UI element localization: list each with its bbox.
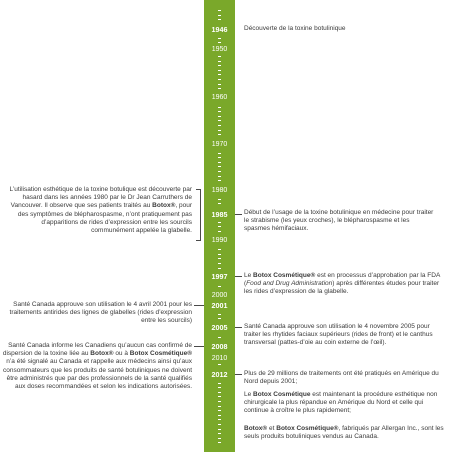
event-2012-post: est maintenant la procédure esthétique non chirurgicale la plus répandue en Amérique du Nord et celle qui continue à croître le plus rapidement; xyxy=(244,391,438,415)
event-2012-brand-botox: Botox® xyxy=(244,425,268,432)
timeline-tick xyxy=(218,74,221,75)
timeline-tick xyxy=(218,392,221,393)
event-1985-medical: Début de l’usage de la toxine botulinique en médecine pour traiter le strabisme (les yeux croches), le blépharospasme et les spasmes hémifaciaux. xyxy=(244,209,434,233)
event-1985-aesthetic xyxy=(2,186,192,235)
event-1985-aesthetic-text: L’utilisation esthétique de la toxine botulique est découverte par hasard dans les années 1980 par le Dr Jean Carruthers de Vancouver. Il observe que ses patients traités au xyxy=(9,186,192,210)
year-1990: 1990 xyxy=(211,237,228,244)
timeline-tick xyxy=(218,318,221,319)
event-2012-products xyxy=(244,425,449,441)
timeline-tick xyxy=(218,130,221,131)
timeline-tick xyxy=(218,79,221,80)
timeline-tick xyxy=(218,153,221,154)
event-2005: Santé Canada approuve son utilisation le 4 novembre 2005 pour traiter les rhytides faciaux supérieurs (rides de front) et le canthus transversal (pattes-d’oie au coin externe de l’œil). xyxy=(244,323,433,347)
event-1997-post: ) après différentes études pour traiter les rides d’expression de la glabelle. xyxy=(244,280,440,296)
year-1980: 1980 xyxy=(211,187,228,194)
timeline-tick xyxy=(218,38,221,39)
year-2001: 2001 xyxy=(211,301,228,310)
timeline-tick xyxy=(218,84,221,85)
event-1946: Découverte de la toxine botulinique xyxy=(244,25,346,32)
event-2012-brand-cosmetique: Botox Cosmétique® xyxy=(276,425,339,432)
event-2008-post: n’a été signalé au Canada et rappelle aux médecins ainsi qu’aux consommateurs que les produits de santé botuliniques ne doivent être administrés que par des professionnels de la santé qualifiés aux doses recommandées et selon les indications autorisées. xyxy=(3,358,192,391)
timeline-tick xyxy=(218,10,221,11)
timeline-tick xyxy=(218,107,221,108)
timeline-tick xyxy=(218,171,221,172)
timeline-tick xyxy=(218,364,221,365)
timeline-tick xyxy=(218,419,221,420)
timeline-tick xyxy=(218,231,221,232)
event-2008-pre: Santé Canada informe les Canadiens qu’aucun cas confirmé de dispersion de la toxine liée au xyxy=(2,342,192,358)
year-1970: 1970 xyxy=(211,141,228,148)
timeline-tick xyxy=(218,337,221,338)
event-2012-treatments: Plus de 29 millions de traitements ont été pratiqués en Amérique du Nord depuis 2001; xyxy=(244,370,439,386)
bracket-1980-1990 xyxy=(196,189,201,241)
event-1997-brand: Botox Cosmétique® xyxy=(253,272,316,279)
timeline-tick xyxy=(218,254,221,255)
event-2012-brand: Botox Cosmétique xyxy=(253,391,311,398)
event-2012-procedure xyxy=(244,391,449,416)
timeline-tick xyxy=(218,258,221,259)
year-2008: 2008 xyxy=(211,342,228,351)
event-2001: Santé Canada approuve son utilisation le 4 avril 2001 pour les traitements antirides des lignes de glabelles (rides d’expression entre les sourcils) xyxy=(9,301,192,325)
timeline-tick xyxy=(218,406,221,407)
timeline-tick xyxy=(218,116,221,117)
timeline-tick xyxy=(218,263,221,264)
timeline-tick xyxy=(218,424,221,425)
connector-2005 xyxy=(235,327,242,328)
connector-1985-right xyxy=(235,214,242,215)
year-2010: 2010 xyxy=(211,355,228,362)
timeline-tick xyxy=(218,438,221,439)
year-2005: 2005 xyxy=(211,323,228,332)
year-1946: 1946 xyxy=(211,25,228,34)
timeline-tick xyxy=(218,42,221,43)
timeline-tick xyxy=(218,314,221,315)
event-1997 xyxy=(244,272,444,297)
timeline-tick xyxy=(218,401,221,402)
event-1985-brand: Botox® xyxy=(152,202,176,210)
timeline-tick xyxy=(218,286,221,287)
timeline-tick xyxy=(218,442,221,443)
timeline-tick xyxy=(218,134,221,135)
connector-2008 xyxy=(194,346,204,347)
timeline-tick xyxy=(218,226,221,227)
year-1960: 1960 xyxy=(211,94,228,101)
connector-2012 xyxy=(235,374,242,375)
timeline-tick xyxy=(218,410,221,411)
timeline-tick xyxy=(218,70,221,71)
timeline-tick xyxy=(218,387,221,388)
year-1985: 1985 xyxy=(211,210,228,219)
timeline-tick xyxy=(218,383,221,384)
timeline-tick xyxy=(218,111,221,112)
connector-1997 xyxy=(235,276,242,277)
event-2012-pre: Le xyxy=(244,391,252,398)
timeline-tick xyxy=(218,120,221,121)
event-2008 xyxy=(2,342,192,391)
timeline-tick xyxy=(218,15,221,16)
timeline-tick xyxy=(218,433,221,434)
year-2012: 2012 xyxy=(211,370,228,379)
connector-2001 xyxy=(194,305,204,306)
year-1950: 1950 xyxy=(211,46,228,53)
event-1997-pre: Le xyxy=(244,272,252,279)
year-1997: 1997 xyxy=(211,272,228,281)
timeline-tick xyxy=(218,268,221,269)
event-2008-brand-cosmetique: Botox Cosmétique® xyxy=(129,350,192,358)
event-1985-aesthetic-post: , pour des symptômes de blépharospasme, n’ont pratiquement pas d’apparitions de rides d’expression entre les sourcils communément appelée la glabelle. xyxy=(17,202,192,235)
timeline-tick xyxy=(218,203,221,204)
timeline-tick xyxy=(218,222,221,223)
event-2008-mid: ou à xyxy=(115,350,128,358)
timeline-tick xyxy=(218,19,221,20)
timeline-tick xyxy=(218,125,221,126)
event-2012-products-post: , fabriqués par Allergan Inc., sont les seuls produits botuliniques vendus au Canada. xyxy=(244,425,444,441)
timeline-tick xyxy=(218,56,221,57)
event-2012-and: et xyxy=(269,425,275,432)
timeline-tick xyxy=(218,429,221,430)
timeline-tick xyxy=(218,180,221,181)
timeline-tick xyxy=(218,157,221,158)
timeline-tick xyxy=(218,166,221,167)
timeline-tick xyxy=(218,249,221,250)
timeline-tick xyxy=(218,396,221,397)
event-1997-mid: est en processus d’approbation par la FDA ( xyxy=(244,272,440,288)
timeline-tick xyxy=(218,162,221,163)
timeline-tick xyxy=(218,61,221,62)
timeline-tick xyxy=(218,415,221,416)
event-1997-fda: Food and Drug Administration xyxy=(246,280,333,288)
year-2000: 2000 xyxy=(211,292,228,299)
timeline-tick xyxy=(218,88,221,89)
timeline-tick xyxy=(218,199,221,200)
event-2008-brand-botox: Botox® xyxy=(90,350,114,358)
timeline-tick xyxy=(218,176,221,177)
timeline-tick xyxy=(218,65,221,66)
